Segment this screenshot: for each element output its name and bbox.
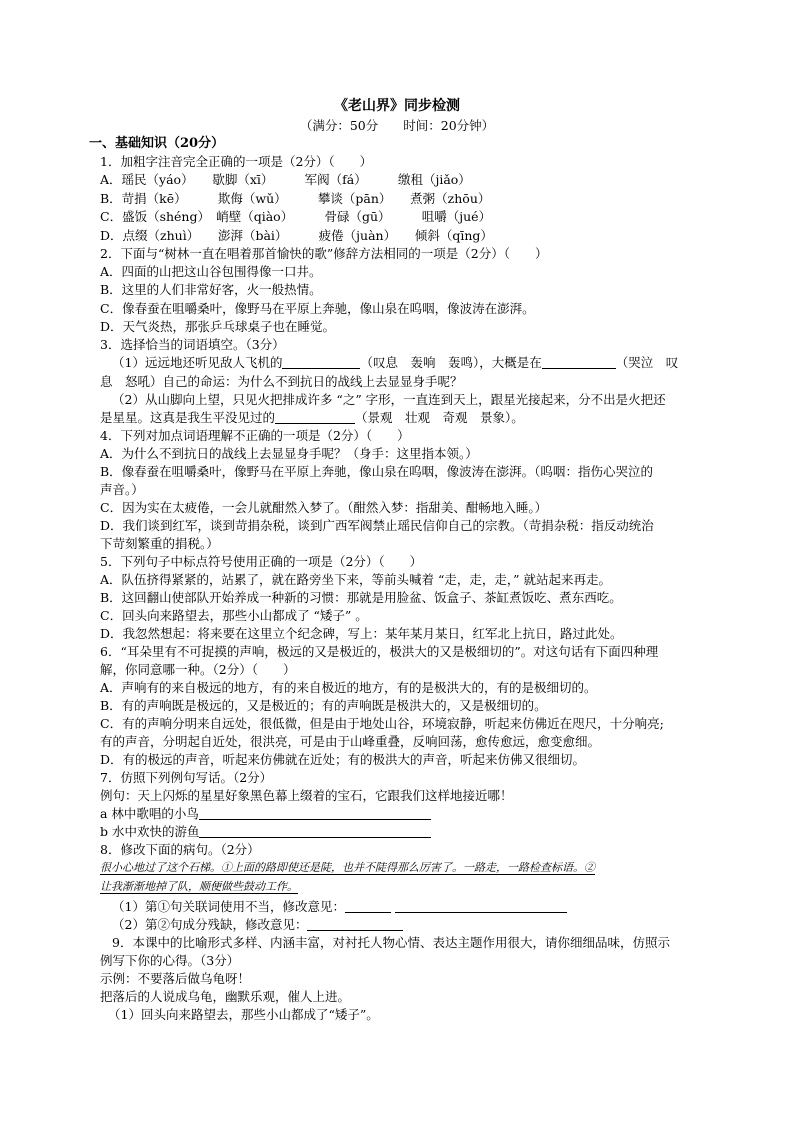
q7-stem: 7．仿照下列例句写话。（2分）	[100, 770, 273, 785]
q2-option-d: D．天气炎热，那张乒乓球桌子也在睡觉。	[100, 319, 336, 334]
q3-part2-line1: （2）从山脚向上望，只见火把排成许多 “之” 字形，一直连到天上，跟星光接起来，分不出是火把还	[112, 392, 666, 407]
q3-blank-2[interactable]	[542, 356, 616, 369]
q4-option-d: D．我们谈到红军，谈到苛捐杂税，谈到广西军阀禁止瑶民信仰自己的宗教。（苛捐杂税：指反动统治	[100, 518, 654, 533]
q8-sub1-text: （1）第①句关联词使用不当，修改意见：	[112, 899, 345, 914]
q7-b-answer-blank[interactable]	[199, 825, 431, 838]
q9-item-1: （1）回头向来路望去，那些小山都成了“矮子”。	[108, 1007, 379, 1022]
q8-sub1-blank-1[interactable]	[345, 900, 391, 913]
q1-option-b: B．苛捐（kē） 欺侮（wǔ） 攀谈（pān） 煮粥（zhōu）	[100, 191, 491, 206]
q3-part1-line2: 息 怒吼）自己的命运：为什么不到抗日的战线上去显显身手呢？	[100, 374, 463, 389]
q2-option-a: A．四面的山把这山谷包围得像一口井。	[100, 264, 322, 279]
q9-example-explain: 把落后的人说成乌龟，幽默乐观，催人上进。	[100, 989, 351, 1004]
q4-option-d-cont: 下苛刻繁重的捐税。）	[100, 536, 219, 551]
q3-p1-text-c: （哭泣 叹	[615, 355, 679, 370]
q8-passage-text2: 让我渐渐地掉了队，顺便做些鼓动工作。	[100, 880, 298, 893]
q4-option-b-cont: 声音。）	[100, 482, 144, 497]
q6-option-a: A．声响有的来自极远的地方，有的来自极近的地方，有的是极洪大的，有的是极细切的。	[100, 680, 597, 695]
q1-option-d: D．点缀（zhuì） 澎湃（bài） 疲倦（juàn） 倾斜（qīng）	[100, 228, 493, 243]
q2-stem: 2．下面与“树林一直在唱着那首愉快的歌”修辞方法相同的一项是（2分）（ ）	[100, 246, 548, 261]
q8-sub2-text: （2）第②句成分残缺，修改意见：	[112, 917, 308, 932]
q6-stem-cont: 解，你同意哪一种。（2分）（ ）	[100, 662, 296, 677]
q2-option-c: C．像春蚕在咀嚼桑叶，像野马在平原上奔驰，像山泉在呜咽，像波涛在澎湃。	[100, 301, 535, 316]
q8-sub2-blank[interactable]	[307, 918, 403, 931]
q3-part2-line2	[100, 409, 524, 427]
q4-option-c: C．因为实在太疲倦，一会儿就酣然入梦了。（酣然入梦：指甜美、酣畅地入睡。）	[100, 500, 548, 515]
q1-stem: 1．加粗字注音完全正确的一项是（2分）（ ）	[100, 154, 373, 169]
q5-option-b: B．这回翻山使部队开始养成一种新的习惯：那就是用脸盆、饭盒子、茶缸煮饭吃、煮东西吃。	[100, 590, 622, 605]
q6-option-c-cont: 有的声音，分明起自近处，很洪亮，可是由于山峰重叠，反响回荡，愈传愈远，愈变愈细。	[100, 734, 601, 749]
q1-option-c: C．盛饭（shéng） 峭壁（qiào） 骨碌（gū） 咀嚼（jué）	[100, 209, 492, 224]
q7-a-label: a 林中歌唱的小鸟	[100, 806, 199, 821]
q4-option-a: A．为什么不到抗日的战线上去显显身手呢？（身手：这里指本领。）	[100, 446, 478, 461]
q3-blank-3[interactable]	[275, 411, 355, 424]
q7-example: 例句：天上闪烁的星星好象黑色幕上缀着的宝石，它跟我们这样地接近哪！	[100, 788, 513, 803]
q3-blank-1[interactable]	[282, 356, 360, 369]
q8-passage-text1: 很小心地过了这个石梯。①上面的路即使还是陡，也并不陡得那么厉害了。一路走，一路检查标语。②	[100, 861, 595, 874]
q9-stem: 9．本课中的比喻形式多样、内涵丰富，对衬托人物心情、表达主题作用很大，请你细细品味，仿照示	[112, 935, 670, 950]
q8-passage-line1	[100, 859, 595, 877]
q7-item-b	[100, 823, 431, 841]
page-title: 《老山界》同步检测	[334, 98, 460, 114]
q9-example: 示例：不要落后做乌龟呀！	[100, 971, 251, 986]
q4-stem: 4．下列对加点词语理解不正确的一项是（2分）（ ）	[100, 428, 410, 443]
q7-a-answer-blank[interactable]	[199, 807, 431, 820]
q5-option-a: A．队伍挤得紧紧的，站累了，就在路旁坐下来，等前头喊着 “走，走，走，” 就站起来再走。	[100, 572, 612, 587]
q6-option-b: B．有的声响既是极远的，又是极近的；有的声响既是极洪大的，又是极细切的。	[100, 698, 547, 713]
q8-passage-line2	[100, 878, 298, 896]
q3-p1-text-a: （1）远远地还听见敌人飞机的	[112, 355, 283, 370]
q9-stem-cont: 例写下你的心得。（3分）	[100, 953, 240, 968]
q3-stem: 3．选择恰当的词语填空。（3分）	[100, 337, 285, 352]
q6-option-d: D．有的极远的声音，听起来仿佛就在近处；有的极洪大的声音，听起来仿佛又很细切。	[100, 752, 586, 767]
q5-option-d: D．我忽然想起：将来要在这里立个纪念碑，写上：某年某月某日，红军北上抗日，路过此处。	[100, 626, 623, 641]
q1-option-a: A．瑶民（yáo） 歇脚（xī） 军阀（fá） 缴租（jiǎo）	[100, 172, 471, 187]
q3-part1-line1	[112, 354, 678, 372]
q3-p2-text-c: （景观 壮观 奇观 景象）。	[355, 410, 524, 425]
section-heading: 一、基础知识（20分）	[89, 136, 225, 151]
q7-b-label: b 水中欢快的游鱼	[100, 824, 200, 839]
q8-sub1	[112, 898, 567, 916]
q5-option-c: C．回头向来路望去，那些小山都成了 “矮子” 。	[100, 608, 368, 623]
q8-sub2	[112, 916, 403, 934]
q3-p2-text-b: 是星星。这真是我生平没见过的	[100, 410, 276, 425]
q2-option-b: B．这里的人们非常好客，火一般热情。	[100, 282, 322, 297]
q6-stem: 6．“耳朵里有不可捉摸的声响，极远的又是极近的，极洪大的又是极细切的”。对这句话有下面四种理	[100, 644, 659, 659]
q8-stem: 8．修改下面的病句。（2分）	[100, 842, 260, 857]
page-subtitle: （满分：50分 时间：20分钟）	[299, 118, 495, 133]
q6-option-c: C．有的声响分明来自远处，很低微，但是由于地处山谷，环境寂静，听起来仿佛近在咫尺，十分响亮;	[100, 716, 664, 731]
q7-item-a	[100, 805, 431, 823]
q8-sub1-blank-2[interactable]	[395, 900, 567, 913]
q4-option-b: B．像春蚕在咀嚼桑叶，像野马在平原上奔驰，像山泉在呜咽，像波涛在澎湃。（呜咽：指伤心哭泣的	[100, 464, 653, 479]
q3-p1-text-b: （叹息 轰响 轰鸣），大概是在	[360, 355, 542, 370]
q5-stem: 5．下列句子中标点符号使用正确的一项是（2分）（ ）	[100, 554, 423, 569]
